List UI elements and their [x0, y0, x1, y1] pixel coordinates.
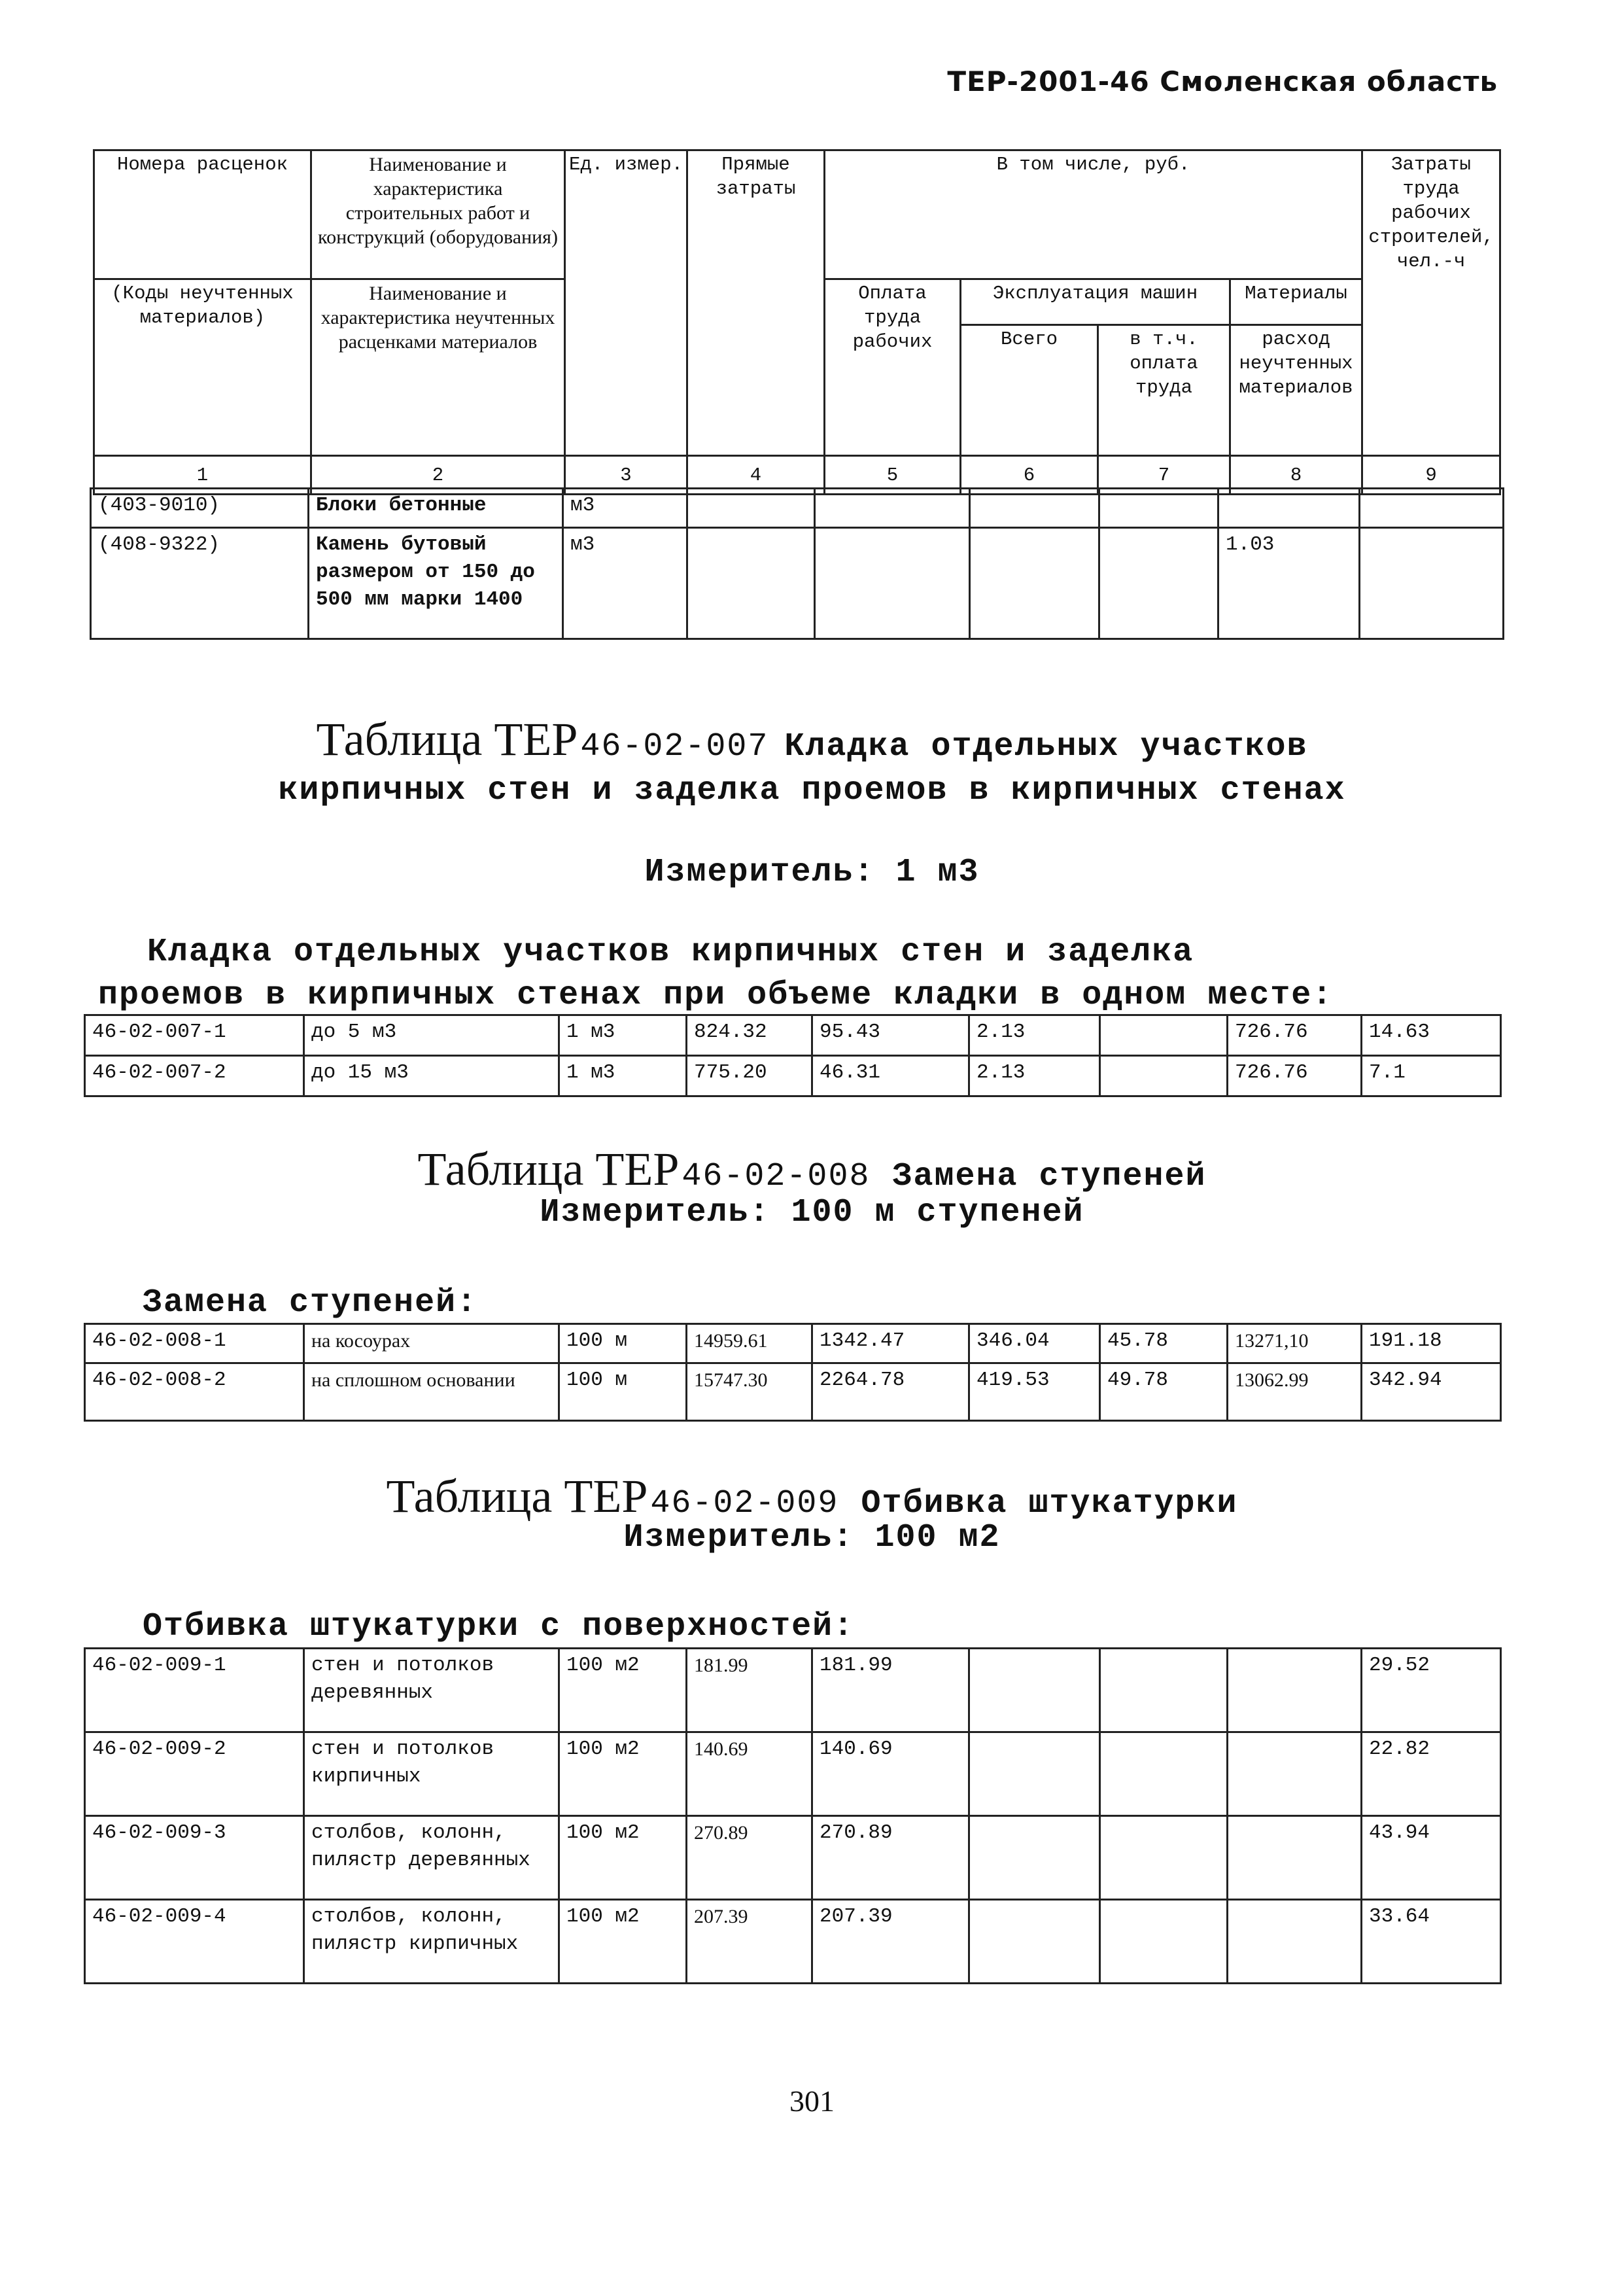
table-cell: м3 [563, 489, 687, 528]
table-cell [969, 1732, 1100, 1816]
table-cell: 100 м [559, 1324, 687, 1363]
col-number: 8 [1230, 456, 1362, 495]
column-header-table [93, 149, 1501, 495]
table-cell: м3 [563, 528, 687, 639]
table-cell: 7.1 [1362, 1056, 1501, 1096]
table-009-caption: Отбивка штукатурки с поверхностей: [143, 1608, 855, 1645]
table-cell: 14959.61 [687, 1324, 812, 1363]
table-cell: (408-9322) [91, 528, 309, 639]
header-including: В том числе, руб. [825, 150, 1362, 279]
table-cell: 419.53 [969, 1363, 1100, 1421]
table-code: 46-02-009 [650, 1485, 839, 1522]
caption-line: проемов в кирпичных стенах при объеме кладки в одном месте: [98, 977, 1334, 1014]
table-cell [1099, 528, 1218, 639]
table-cell [815, 528, 970, 639]
table-cell [1100, 1816, 1228, 1900]
header-worker-pay: Оплата труда рабочих [825, 279, 961, 456]
table-cell: 181.99 [812, 1649, 969, 1732]
table-cell: 207.39 [687, 1900, 812, 1984]
table-cell [1360, 489, 1504, 528]
header-col2-bottom: Наименование и характеристика неучтенных расценками материалов [311, 279, 565, 456]
table-cell: стен и потолков кирпичных [304, 1732, 559, 1816]
table-cell: 46-02-008-2 [85, 1363, 304, 1421]
table-cell: столбов, колонн, пилястр деревянных [304, 1816, 559, 1900]
table-cell: 49.78 [1100, 1363, 1228, 1421]
header-direct-costs: Прямые затраты [687, 150, 825, 456]
header-col1-bottom: (Коды неучтенных материалов) [94, 279, 311, 456]
table-cell [687, 489, 815, 528]
table-cell: 2.13 [969, 1056, 1100, 1096]
table-cell: 100 м2 [559, 1732, 687, 1816]
col-number: 4 [687, 456, 825, 495]
table-cell [1228, 1816, 1362, 1900]
table-title-prefix: Таблица ТЕР [417, 1143, 680, 1195]
table-cell [1099, 489, 1218, 528]
table-cell: 1.03 [1218, 528, 1360, 639]
table-cell [969, 1816, 1100, 1900]
header-labor-costs: Затраты труда рабочих строителей, чел.-ч [1362, 150, 1500, 456]
table-cell: 100 м2 [559, 1649, 687, 1732]
table-cell: 43.94 [1362, 1816, 1501, 1900]
table-cell: столбов, колонн, пилястр кирпичных [304, 1900, 559, 1984]
table-009-data [84, 1647, 1502, 1984]
table-row [85, 1816, 1501, 1900]
table-cell: Камень бутовый размером от 150 до 500 мм марки 1400 [309, 528, 563, 639]
table-cell: 726.76 [1228, 1056, 1362, 1096]
col-number: 2 [311, 456, 565, 495]
table-code: 46-02-007 [580, 728, 769, 765]
table-row [85, 1015, 1501, 1056]
table-cell: 95.43 [812, 1015, 969, 1056]
table-title-prefix: Таблица ТЕР [386, 1470, 648, 1522]
table-cell: 100 м2 [559, 1816, 687, 1900]
table-cell: 2264.78 [812, 1363, 969, 1421]
table-cell [969, 1900, 1100, 1984]
table-cell: до 5 м3 [304, 1015, 559, 1056]
table-cell: 140.69 [812, 1732, 969, 1816]
table-cell [1360, 528, 1504, 639]
table-cell: 45.78 [1100, 1324, 1228, 1363]
table-row [85, 1900, 1501, 1984]
header-materials: Материалы [1230, 279, 1362, 325]
table-cell: 191.18 [1362, 1324, 1501, 1363]
table-cell [1100, 1056, 1228, 1096]
table-007-data [84, 1014, 1502, 1097]
table-row [85, 1363, 1501, 1421]
table-007-caption-2 [98, 975, 1333, 1017]
col-number: 9 [1362, 456, 1500, 495]
table-cell: 1 м3 [559, 1015, 687, 1056]
table-row [85, 1649, 1501, 1732]
table-cell: 270.89 [812, 1816, 969, 1900]
table-cell [1100, 1015, 1228, 1056]
table-title: Отбивка штукатурки [861, 1485, 1238, 1522]
table-cell: 1 м3 [559, 1056, 687, 1096]
table-cell: 14.63 [1362, 1015, 1501, 1056]
table-cell: стен и потолков деревянных [304, 1649, 559, 1732]
table-cell: 22.82 [1362, 1732, 1501, 1816]
header-machines-pay: в т.ч. оплата труда [1098, 325, 1230, 456]
table-008-data [84, 1323, 1502, 1422]
table-007-title [0, 713, 1624, 779]
col-number: 7 [1098, 456, 1230, 495]
header-unit: Ед. измер. [565, 150, 687, 456]
table-cell [687, 528, 815, 639]
table-cell [1100, 1732, 1228, 1816]
table-row [91, 528, 1504, 639]
table-cell: 775.20 [687, 1056, 812, 1096]
table-008-caption: Замена ступеней: [143, 1284, 478, 1322]
table-cell [1228, 1900, 1362, 1984]
table-cell [1228, 1732, 1362, 1816]
page-number: 301 [789, 2084, 835, 2118]
header-machines: Эксплуатация машин [961, 279, 1230, 325]
header-material-consumption: расход неучтенных материалов [1230, 325, 1362, 456]
table-cell: 29.52 [1362, 1649, 1501, 1732]
unaccounted-materials-table [90, 487, 1504, 640]
table-cell: 140.69 [687, 1732, 812, 1816]
running-head: ТЕР-2001-46 Смоленская область [947, 65, 1498, 97]
table-cell: (403-9010) [91, 489, 309, 528]
table-cell [1100, 1649, 1228, 1732]
caption-line: Кладка отдельных участков кирпичных стен и заделка [147, 934, 1194, 971]
table-cell: 46-02-009-3 [85, 1816, 304, 1900]
table-cell: 46-02-009-1 [85, 1649, 304, 1732]
table-cell [1228, 1649, 1362, 1732]
table-row [91, 489, 1504, 528]
table-cell: 270.89 [687, 1816, 812, 1900]
table-cell [1100, 1900, 1228, 1984]
table-007-title-line2: кирпичных стен и заделка проемов в кирпичных стенах [278, 772, 1346, 809]
table-007-unit: Измеритель: 1 м3 [644, 854, 980, 891]
header-machines-total: Всего [961, 325, 1098, 456]
table-cell: 342.94 [1362, 1363, 1501, 1421]
table-row [85, 1056, 1501, 1096]
table-title-prefix: Таблица ТЕР [316, 713, 578, 765]
table-title: Замена ступеней [892, 1158, 1207, 1195]
table-009-unit: Измеритель: 100 м2 [623, 1519, 1001, 1556]
table-cell: Блоки бетонные [309, 489, 563, 528]
table-title: Кладка отдельных участков [784, 728, 1308, 765]
table-cell: на сплошном основании [304, 1363, 559, 1421]
table-cell: 46-02-009-2 [85, 1732, 304, 1816]
table-cell: 46-02-009-4 [85, 1900, 304, 1984]
table-cell [970, 528, 1099, 639]
table-cell: на косоурах [304, 1324, 559, 1363]
table-row [85, 1324, 1501, 1363]
table-cell: 726.76 [1228, 1015, 1362, 1056]
table-cell: до 15 м3 [304, 1056, 559, 1096]
table-cell: 100 м [559, 1363, 687, 1421]
table-cell: 207.39 [812, 1900, 969, 1984]
table-cell: 46-02-008-1 [85, 1324, 304, 1363]
header-col1-top: Номера расценок [94, 150, 311, 279]
table-cell: 46.31 [812, 1056, 969, 1096]
table-cell: 100 м2 [559, 1900, 687, 1984]
table-cell [969, 1649, 1100, 1732]
table-cell [970, 489, 1099, 528]
table-cell: 33.64 [1362, 1900, 1501, 1984]
table-cell: 1342.47 [812, 1324, 969, 1363]
col-number: 3 [565, 456, 687, 495]
table-row [85, 1732, 1501, 1816]
table-007-caption [147, 932, 1194, 973]
col-number: 5 [825, 456, 961, 495]
table-cell: 46-02-007-1 [85, 1015, 304, 1056]
header-col2-top: Наименование и характеристика строительных работ и конструкций (оборудования) [311, 150, 565, 279]
table-cell [815, 489, 970, 528]
table-cell: 15747.30 [687, 1363, 812, 1421]
col-number: 6 [961, 456, 1098, 495]
col-number: 1 [94, 456, 311, 495]
table-cell [1218, 489, 1360, 528]
table-cell: 824.32 [687, 1015, 812, 1056]
table-cell: 346.04 [969, 1324, 1100, 1363]
table-cell: 46-02-007-2 [85, 1056, 304, 1096]
table-cell: 2.13 [969, 1015, 1100, 1056]
table-cell: 13062.99 [1228, 1363, 1362, 1421]
table-cell: 13271,10 [1228, 1324, 1362, 1363]
table-code: 46-02-008 [682, 1158, 871, 1195]
table-008-unit: Измеритель: 100 м ступеней [540, 1194, 1084, 1231]
table-cell: 181.99 [687, 1649, 812, 1732]
